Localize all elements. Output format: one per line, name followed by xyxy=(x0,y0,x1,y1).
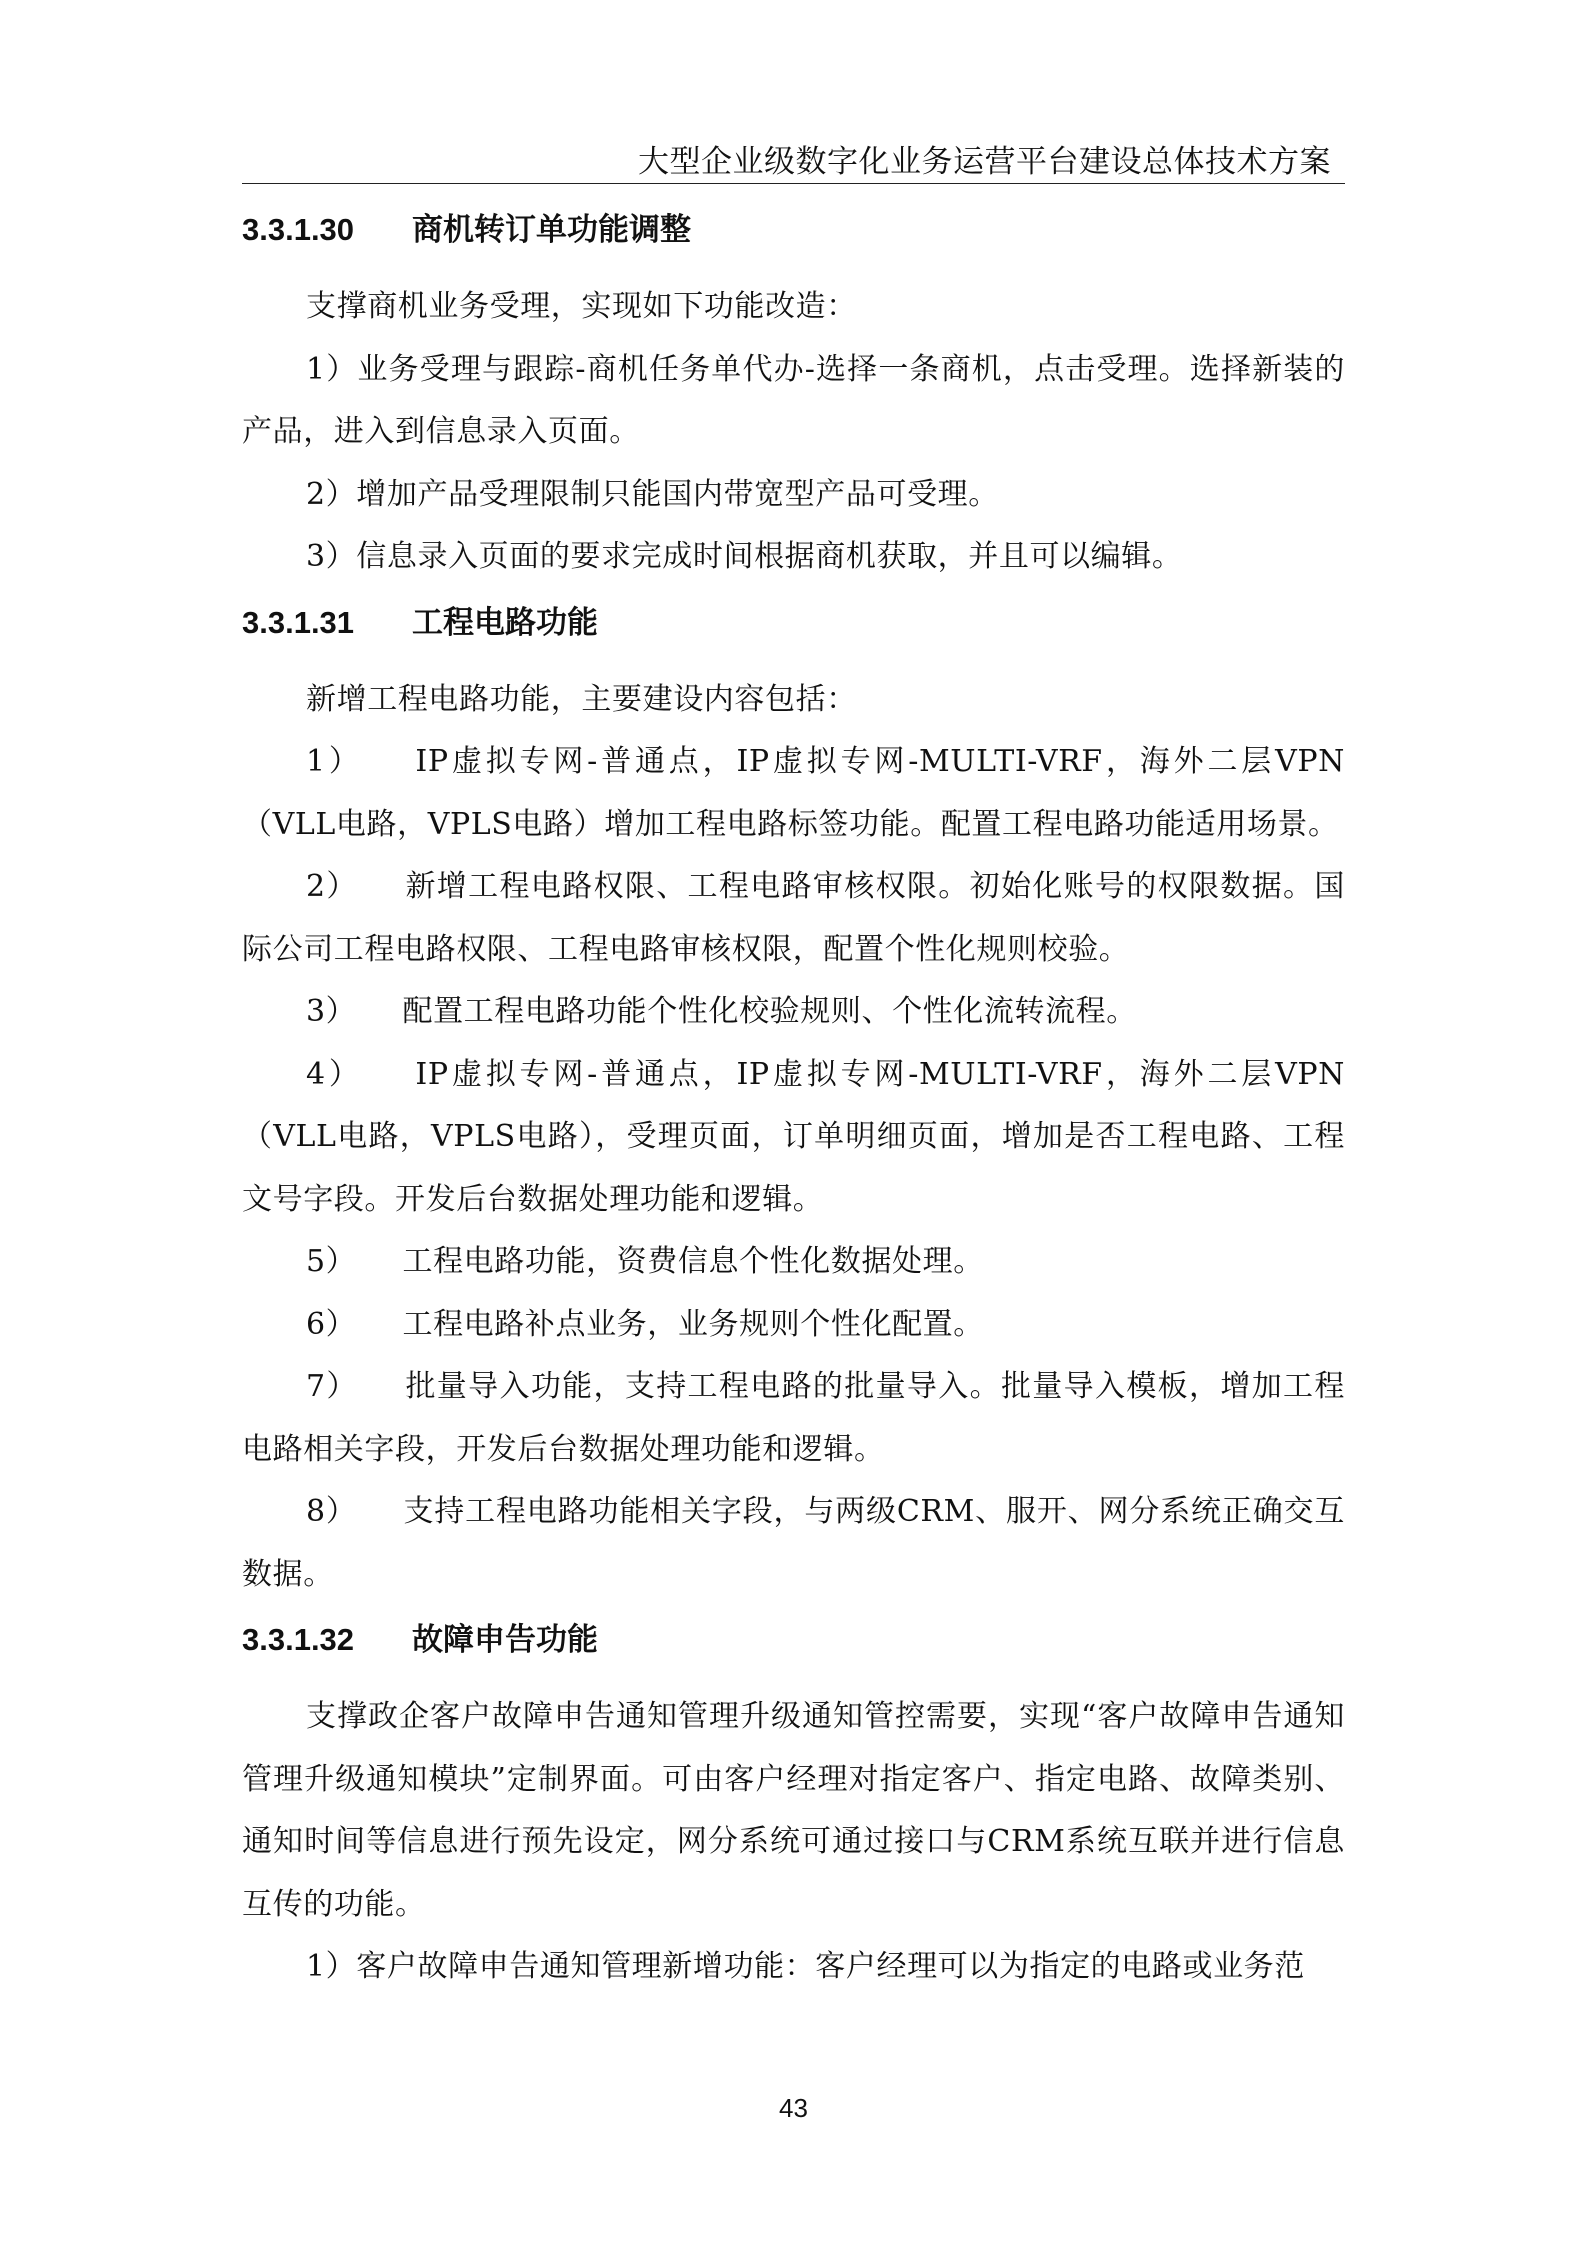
paragraph: 新增工程电路功能，主要建设内容包括： xyxy=(306,681,857,717)
paragraph: 6） 工程电路补点业务，业务规则个性化配置。 xyxy=(306,1306,984,1342)
document-body xyxy=(242,196,1345,1999)
section-number: 3.3.1.31 xyxy=(242,604,355,640)
header-rule xyxy=(242,183,1345,184)
paragraph: 2） 新增工程电路权限、工程电路审核权限。初始化账号的权限数据。国际公司工程电路权限、工程电路审核权限，配置个性化规则校验。 xyxy=(242,869,1345,967)
paragraph: 支撑政企客户故障申告通知管理升级通知管控需要，实现“客户故障申告通知管理升级通知模块”定制界面。可由客户经理对指定客户、指定电路、故障类别、通知时间等信息进行预先设定，网分系统可通过接口与CRM系统互联并进行信息互传的功能。 xyxy=(242,1699,1345,1922)
section-title: 故障申告功能 xyxy=(412,1622,598,1657)
page-number: 43 xyxy=(779,2093,808,2123)
running-header: 大型企业级数字化业务运营平台建设总体技术方案 xyxy=(638,144,1331,180)
section-heading xyxy=(242,603,1345,643)
section-heading xyxy=(242,210,1345,250)
paragraph: 3）信息录入页面的要求完成时间根据商机获取，并且可以编辑。 xyxy=(306,539,1183,574)
paragraph: 1） IP虚拟专网-普通点，IP虚拟专网-MULTI-VRF，海外二层VPN（VLL电路，VPLS电路）增加工程电路标签功能。配置工程电路功能适用场景。 xyxy=(242,744,1345,842)
paragraph: 8） 支持工程电路功能相关字段，与两级CRM、服开、网分系统正确交互数据。 xyxy=(242,1494,1345,1592)
section-heading xyxy=(242,1620,1345,1660)
paragraph: 支撑商机业务受理，实现如下功能改造： xyxy=(306,289,857,324)
section-title: 商机转订单功能调整 xyxy=(412,212,691,247)
paragraph: 1）业务受理与跟踪-商机任务单代办-选择一条商机，点击受理。选择新装的产品，进入到信息录入页面。 xyxy=(242,351,1345,449)
paragraph: 4） IP虚拟专网-普通点，IP虚拟专网-MULTI-VRF，海外二层VPN（VLL电路，VPLS电路），受理页面，订单明细页面，增加是否工程电路、工程文号字段。开发后台数据处理功能和逻辑。 xyxy=(242,1056,1345,1217)
paragraph: 7） 批量导入功能，支持工程电路的批量导入。批量导入模板，增加工程电路相关字段，开发后台数据处理功能和逻辑。 xyxy=(242,1369,1345,1467)
paragraph: 2）增加产品受理限制只能国内带宽型产品可受理。 xyxy=(306,476,999,512)
paragraph: 3） 配置工程电路功能个性化校验规则、个性化流转流程。 xyxy=(306,994,1137,1029)
section-title: 工程电路功能 xyxy=(412,604,598,640)
section-number: 3.3.1.30 xyxy=(242,212,355,247)
paragraph: 5） 工程电路功能，资费信息个性化数据处理。 xyxy=(306,1244,984,1279)
section-number: 3.3.1.32 xyxy=(242,1622,355,1657)
paragraph: 1）客户故障申告通知管理新增功能：客户经理可以为指定的电路或业务范 xyxy=(306,1949,1305,1984)
